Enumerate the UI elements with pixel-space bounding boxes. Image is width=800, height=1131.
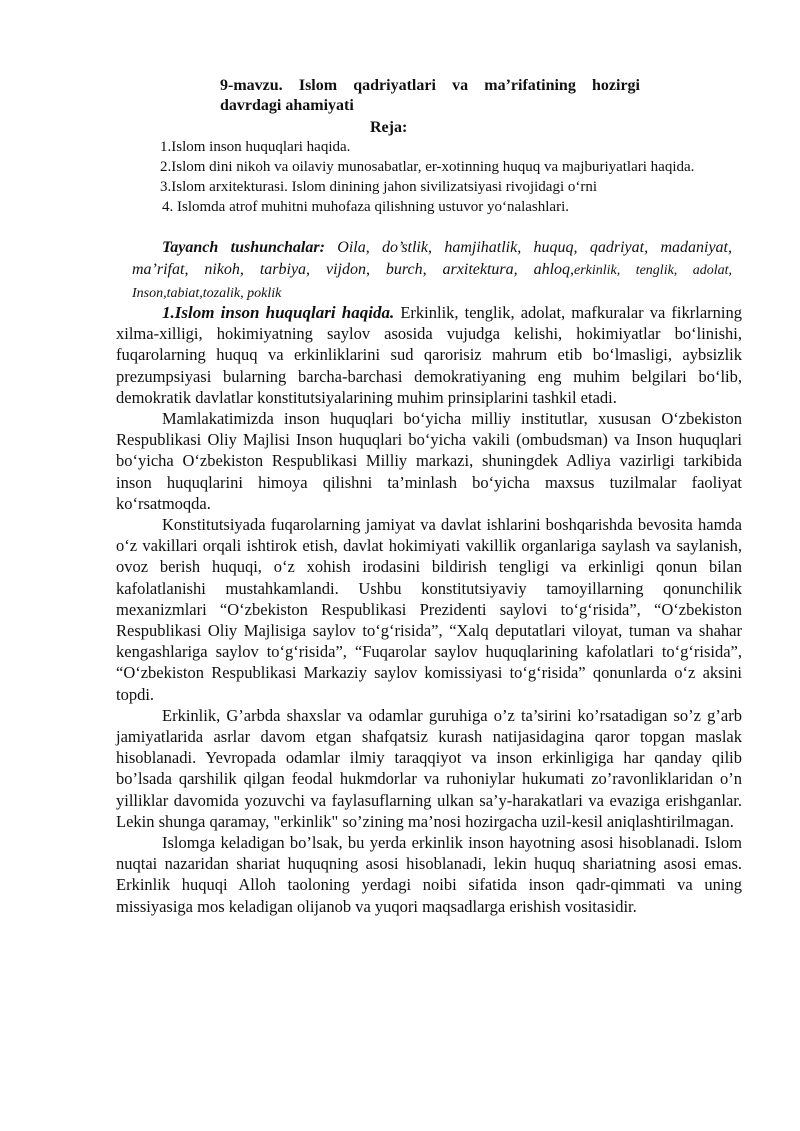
keywords-paragraph	[132, 237, 732, 305]
keywords-label: Tayanch tushunchalar:	[162, 239, 325, 256]
paragraph: Mamlakatimizda inson huquqlari bo‘yicha milliy institutlar, xususan O‘zbekiston Respublikasi Oliy Majlisi Inson huquqlari bo‘yicha vakili (ombudsman) va Inson huquqlari bo‘yicha O‘zbekiston Respublikasi Milliy markazi, shuningdek Adliya vazirligi tarkibida inson huquqlarini himoya qilishni ta’minlash bo‘yicha maxsus tuzilmalar faoliyat ko‘rsatmoqda.	[116, 409, 742, 513]
paragraph-text: Erkinlik, tenglik, adolat, mafkuralar va fikrlarning xilma-xilligi, hokimiyatning saylov asosida vujudga kelishi, hokimiyatlar bo‘linishi, fuqarolarning huquq va erkinliklarini sud qarorisiz mahrum etib bo‘lmasligi, aybsizlik prezumpsiyasi bularning barcha-barchasi demokratiyaning eng muhim belgilari bo‘lib, demokratik davlatlar konstitutsiyalarining muhim prinsiplarini tashkil etadi.	[116, 303, 742, 407]
paragraph: Erkinlik, G’arbda shaxslar va odamlar guruhiga o’z ta’sirini ko’rsatadigan so’z g’arb jamiyatlarida asrlar davom etgan shafqatsiz kurash natijasidagina qaror topgan maslak hisoblanadi. Yevropada odamlar ilmiy taraqqiyot va inson erkinligiga har qanday qilib bo’lsada qarshilik qilgan feodal hukmdorlar va ruhoniylar hukumati zo’ravonliklaridan o’n yilliklar davomida yozuvchi va faylasuflarning ulkan sa’y-harakatlari va evaziga erishganlar. Lekin shunga qaramay, "erkinlik" so’zining ma’nosi hozirgacha uzil-kesil aniqlashtirilmagan.	[116, 705, 742, 831]
paragraph: Konstitutsiyada fuqarolarning jamiyat va davlat ishlarini boshqarishda bevosita hamda o‘z vakillari orqali ishtirok etish, davlat hokimiyati vakillik organlariga saylash va saylanish, ovoz berish huquqi, o‘z xohish irodasini bildirish tengligi va erkinligi qonun bilan kafolatlanishi mustahkamlandi. Ushbu konstitutsiyaviy tamoyillarning qonunchilik mexanizmlari “O‘zbekiston Respublikasi Prezidenti saylovi to‘g‘risida”, “O‘zbekiston Respublikasi Oliy Majlisiga saylov to‘g‘risida”, “Xalq deputatlari viloyat, tuman va shahar kengashlariga saylov to‘g‘risida”, “Fuqarolar saylov huquqlarining kafolatlari to‘g‘risida”, “O‘zbekiston Respublikasi Markaziy saylov komissiyasi to‘g‘risida” qonunlarda o‘z aksini topdi.	[116, 515, 742, 704]
document-body	[116, 302, 742, 917]
plan-label: Reja:	[370, 119, 408, 136]
document-title: 9-mavzu. Islom qadriyatlari va ma’rifatining hozirgi davrdagi ahamiyati	[220, 77, 640, 114]
plan-item: 4. Islomda atrof muhitni muhofaza qilishning ustuvor yo‘nalashlari.	[162, 199, 570, 215]
paragraph: Islomga keladigan bo’lsak, bu yerda erkinlik inson hayotning asosi hisoblanadi. Islom nuqtai nazaridan shariat huquqning asosi hisoblanadi, lekin huquq shariatning asosi emas. Erkinlik huquqi Alloh taoloning yerdagi noibi sifatida inson qadr-qimmati va uning missiyasiga mos keladigan olijanob va yuqori maqsadlarga erishish vositasidir.	[116, 833, 742, 916]
keywords-list: Oila, do’stlik, hamjihatlik, huquq, qadriyat, madaniyat, ma’rifat, nikoh, tarbiya, vijdon, burch, arxitektura, ahloq,	[132, 239, 732, 278]
paragraph	[116, 302, 742, 408]
plan-item: 1.Islom inson huquqlari haqida.	[160, 139, 351, 155]
plan-item: 3.Islom arxitekturasi. Islom dinining jahon sivilizatsiyasi rivojidagi o‘rni	[160, 179, 598, 195]
plan-list	[132, 137, 744, 217]
keywords-list-small: erkinlik, tenglik, adolat, Inson,tabiat,tozalik, poklik	[132, 263, 732, 301]
section-heading: 1.Islom inson huquqlari haqida.	[162, 303, 395, 322]
plan-item: 2.Islom dini nikoh va oilaviy munosabatlar, er-xotinning huquq va majburiyatlari haqida.	[160, 159, 695, 175]
